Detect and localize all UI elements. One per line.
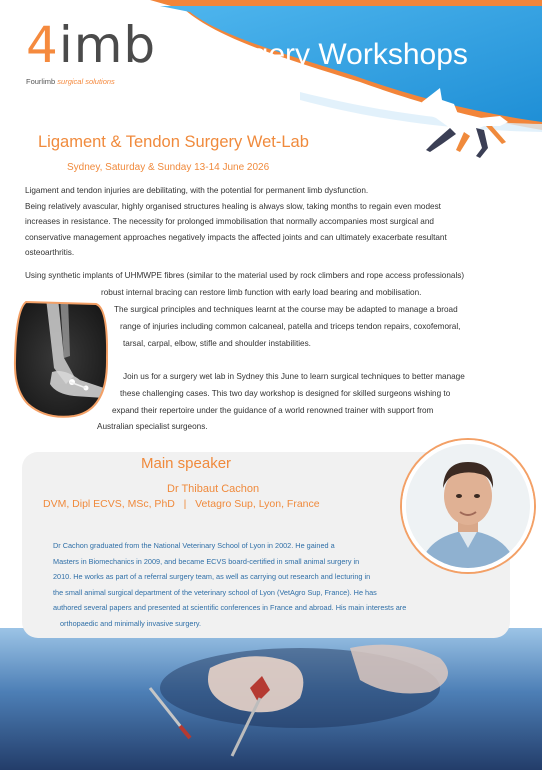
speaker-portrait (402, 440, 534, 572)
portrait-photo (406, 444, 530, 568)
body-line: these challenging cases. This two day workshop is designed for skilled surgeons wishing to (120, 389, 451, 398)
bio-line: Dr Cachon graduated from the National Veterinary School of Lyon in 2002. He gained a (53, 541, 335, 550)
body-line: conservative management approaches negatively impacts the affected joints and can ultimately exacerbate resultant (25, 232, 447, 242)
bio-line: 2010. He works as part of a referral surgery team, as well as carrying out research and lecturing in (53, 572, 371, 582)
surgery-photo (0, 628, 542, 770)
bio-line: Masters in Biomechanics in 2009, and became ECVS board-certified in small animal surgery in (53, 556, 360, 566)
body-line: Join us for a surgery wet lab in Sydney this June to learn surgical techniques to better manage (123, 372, 465, 381)
speaker-name: Dr Thibaut Cachon (167, 483, 260, 495)
banner-title: Surgery Workshops (205, 38, 468, 71)
body-line: expand their repertoire under the guidance of a world renowned trainer with support from (112, 406, 434, 415)
workshop-title: Ligament & Tendon Surgery Wet-Lab (38, 133, 309, 151)
speaker-credentials: DVM, Dipl ECVS, MSc, PhD | Vetagro Sup, Lyon, France (43, 498, 320, 510)
body-line: osteoarthritis. (25, 248, 75, 257)
body-line: The surgical principles and techniques learnt at the course may be adapted to manage a broad (114, 305, 458, 314)
body-line: robust internal bracing can restore limb function with early load bearing and mobilisation. (101, 288, 422, 297)
bio-line: orthopaedic and minimally invasive surgery. (60, 619, 202, 628)
brand-logo: 4imb (26, 16, 157, 74)
body-line: range of injuries including common calcaneal, patella and triceps tendon repairs, coxofemoral, (120, 322, 461, 331)
body-line: Ligament and tendon injuries are debilitating, with the potential for permanent limb dysfunction. (25, 186, 369, 195)
xray-image (12, 298, 108, 418)
workshop-date-location: Sydney, Saturday & Sunday 13-14 June 2026 (67, 162, 270, 173)
bio-line: the small animal surgical department of the veterinary school of Lyon (VetAgro Sup, France). He has (53, 587, 377, 597)
speaker-heading: Main speaker (141, 455, 232, 472)
body-line: Using synthetic implants of UHMWPE fibres (similar to the material used by rock climbers and rope access professionals) (25, 271, 465, 280)
body-line: Australian specialist surgeons. (97, 422, 208, 431)
body-line: Being relatively avascular, highly organised structures healing is always slow, taking months to regain even modest (25, 201, 441, 211)
bio-line: authored several papers and presented at scientific conferences in France and abroad. His main interests are (53, 603, 407, 613)
brand-tagline: Fourlimb surgical solutions (26, 77, 115, 86)
running-dog-logo (380, 78, 520, 158)
body-line: increases in resistance. The necessity for prolonged immobilisation that normally accompanies most surgical and (25, 217, 434, 226)
body-line: tarsal, carpal, elbow, stifle and shoulder instabilities. (123, 339, 311, 348)
